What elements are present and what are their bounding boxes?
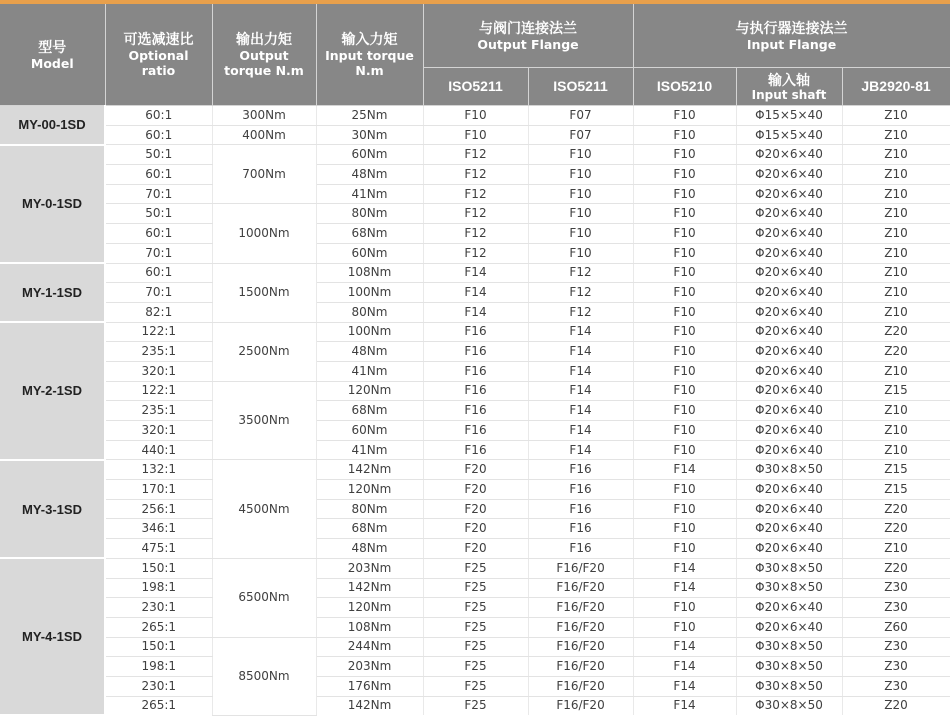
header-input-flange [633,2,950,68]
ratio-cell: 50:1 [105,204,212,224]
input-flange-iso5210-cell: F14 [633,676,736,696]
input-flange-iso5210-cell: F10 [633,342,736,362]
table-row [0,243,950,263]
input-flange-iso5210-cell: F10 [633,184,736,204]
input-shaft-cell: Φ20×6×40 [736,519,842,539]
table-row [0,558,950,578]
jb2920-cell: Z30 [842,657,950,677]
jb2920-cell: Z10 [842,106,950,126]
input-flange-iso5210-cell: F10 [633,401,736,421]
jb2920-cell: Z20 [842,499,950,519]
input-torque-cell: 203Nm [316,657,423,677]
jb2920-cell: Z10 [842,204,950,224]
input-shaft-cell: Φ20×6×40 [736,145,842,165]
input-torque-cell: 120Nm [316,598,423,618]
table-row [0,676,950,696]
input-torque-cell: 142Nm [316,460,423,480]
table-row [0,637,950,657]
output-flange-iso5211-a-cell: F12 [423,204,528,224]
output-flange-iso5211-b-cell: F16/F20 [528,598,633,618]
table-row [0,598,950,618]
input-flange-iso5210-cell: F10 [633,598,736,618]
input-shaft-cell: Φ20×6×40 [736,499,842,519]
jb2920-cell: Z10 [842,421,950,441]
output-torque-cell: 1500Nm [212,263,316,322]
input-torque-cell: 80Nm [316,204,423,224]
output-flange-iso5211-b-cell: F10 [528,204,633,224]
ratio-cell: 60:1 [105,263,212,283]
output-flange-iso5211-a-cell: F25 [423,578,528,598]
input-flange-iso5210-cell: F10 [633,539,736,559]
table-body [0,106,950,716]
output-flange-iso5211-b-cell: F16/F20 [528,696,633,715]
input-flange-iso5210-cell: F10 [633,440,736,460]
header-iso5211-a [423,68,528,106]
ratio-cell: 132:1 [105,460,212,480]
ratio-cell: 475:1 [105,539,212,559]
input-flange-iso5210-cell: F10 [633,224,736,244]
input-torque-cell: 203Nm [316,558,423,578]
input-flange-iso5210-cell: F10 [633,263,736,283]
input-flange-iso5210-cell: F14 [633,637,736,657]
jb2920-cell: Z30 [842,676,950,696]
ratio-cell: 346:1 [105,519,212,539]
input-flange-iso5210-cell: F10 [633,361,736,381]
header-output-flange [423,2,633,68]
model-cell: MY-3-1SD [0,460,105,558]
jb2920-cell: Z10 [842,145,950,165]
input-shaft-cell: Φ20×6×40 [736,283,842,303]
jb2920-cell: Z10 [842,224,950,244]
output-torque-cell: 8500Nm [212,637,316,715]
input-torque-cell: 142Nm [316,696,423,715]
table-row [0,696,950,715]
output-flange-iso5211-a-cell: F12 [423,224,528,244]
input-torque-cell: 60Nm [316,145,423,165]
input-shaft-cell: Φ20×6×40 [736,401,842,421]
output-torque-cell: 400Nm [212,125,316,145]
output-flange-iso5211-b-cell: F10 [528,224,633,244]
jb2920-cell: Z10 [842,440,950,460]
output-flange-iso5211-b-cell: F16/F20 [528,617,633,637]
input-shaft-cell: Φ20×6×40 [736,302,842,322]
output-flange-iso5211-b-cell: F14 [528,421,633,441]
header-model [0,2,105,106]
output-flange-iso5211-a-cell: F25 [423,657,528,677]
table-row [0,401,950,421]
output-flange-iso5211-b-cell: F14 [528,322,633,342]
ratio-cell: 265:1 [105,617,212,637]
input-shaft-cell: Φ15×5×40 [736,106,842,126]
ratio-cell: 70:1 [105,243,212,263]
output-flange-iso5211-a-cell: F12 [423,184,528,204]
output-flange-iso5211-a-cell: F20 [423,460,528,480]
input-flange-iso5210-cell: F10 [633,165,736,185]
ratio-cell: 235:1 [105,342,212,362]
output-flange-iso5211-b-cell: F14 [528,401,633,421]
jb2920-cell: Z10 [842,283,950,303]
header-input-torque [316,2,423,106]
output-flange-iso5211-b-cell: F12 [528,302,633,322]
input-torque-cell: 41Nm [316,440,423,460]
output-flange-iso5211-b-cell: F16 [528,539,633,559]
jb2920-cell: Z30 [842,578,950,598]
output-flange-iso5211-a-cell: F10 [423,106,528,126]
table-row [0,302,950,322]
jb2920-cell: Z30 [842,598,950,618]
output-flange-iso5211-a-cell: F20 [423,499,528,519]
output-flange-iso5211-a-cell: F20 [423,480,528,500]
header-output-torque-cn: 输出力矩 [236,31,292,47]
header-input-torque-en2: N.m [355,63,384,78]
header-iso5211-a-label: ISO5211 [448,78,503,94]
input-torque-cell: 244Nm [316,637,423,657]
jb2920-cell: Z10 [842,165,950,185]
output-flange-iso5211-a-cell: F12 [423,145,528,165]
jb2920-cell: Z10 [842,125,950,145]
table-row [0,361,950,381]
output-flange-iso5211-a-cell: F14 [423,263,528,283]
output-torque-cell: 2500Nm [212,322,316,381]
output-flange-iso5211-a-cell: F16 [423,421,528,441]
ratio-cell: 198:1 [105,657,212,677]
ratio-cell: 256:1 [105,499,212,519]
input-torque-cell: 48Nm [316,342,423,362]
output-flange-iso5211-b-cell: F12 [528,263,633,283]
output-torque-cell: 700Nm [212,145,316,204]
ratio-cell: 60:1 [105,106,212,126]
header-input-shaft-en: Input shaft [751,87,827,102]
input-torque-cell: 60Nm [316,421,423,441]
output-torque-cell: 6500Nm [212,558,316,637]
ratio-cell: 320:1 [105,361,212,381]
output-flange-iso5211-a-cell: F12 [423,165,528,185]
ratio-cell: 170:1 [105,480,212,500]
output-flange-iso5211-a-cell: F25 [423,637,528,657]
table-row [0,263,950,283]
ratio-cell: 198:1 [105,578,212,598]
output-torque-cell: 4500Nm [212,460,316,558]
output-flange-iso5211-b-cell: F10 [528,243,633,263]
input-shaft-cell: Φ20×6×40 [736,184,842,204]
input-torque-cell: 25Nm [316,106,423,126]
input-torque-cell: 48Nm [316,539,423,559]
table-row [0,617,950,637]
input-flange-iso5210-cell: F10 [633,145,736,165]
ratio-cell: 70:1 [105,184,212,204]
input-shaft-cell: Φ20×6×40 [736,204,842,224]
table-row [0,578,950,598]
header-ratio-en1: Optional [128,48,189,63]
input-flange-iso5210-cell: F10 [633,322,736,342]
input-torque-cell: 120Nm [316,381,423,401]
input-shaft-cell: Φ30×8×50 [736,696,842,715]
input-flange-iso5210-cell: F14 [633,578,736,598]
input-flange-iso5210-cell: F10 [633,204,736,224]
header-iso5211-b [528,68,633,106]
header-input-torque-cn: 输入力矩 [341,31,398,47]
ratio-cell: 50:1 [105,145,212,165]
header-ratio-cn: 可选减速比 [123,31,194,47]
input-flange-iso5210-cell: F10 [633,302,736,322]
input-torque-cell: 80Nm [316,302,423,322]
input-torque-cell: 100Nm [316,322,423,342]
ratio-cell: 150:1 [105,637,212,657]
jb2920-cell: Z10 [842,302,950,322]
ratio-cell: 70:1 [105,283,212,303]
output-flange-iso5211-a-cell: F16 [423,381,528,401]
input-shaft-cell: Φ20×6×40 [736,224,842,244]
jb2920-cell: Z20 [842,696,950,715]
header-input-shaft [736,68,842,106]
jb2920-cell: Z20 [842,342,950,362]
input-torque-cell: 68Nm [316,401,423,421]
output-flange-iso5211-a-cell: F16 [423,440,528,460]
table-row [0,440,950,460]
table-row [0,499,950,519]
jb2920-cell: Z20 [842,558,950,578]
input-flange-iso5210-cell: F10 [633,519,736,539]
output-torque-cell: 3500Nm [212,381,316,460]
table-row [0,519,950,539]
ratio-cell: 122:1 [105,322,212,342]
ratio-cell: 60:1 [105,165,212,185]
ratio-cell: 440:1 [105,440,212,460]
header-jb2920-label: JB2920-81 [861,78,931,94]
header-ratio-en2: ratio [141,63,176,78]
input-torque-cell: 60Nm [316,243,423,263]
output-flange-iso5211-a-cell: F20 [423,519,528,539]
output-flange-iso5211-a-cell: F25 [423,598,528,618]
output-flange-iso5211-b-cell: F10 [528,165,633,185]
table-row [0,125,950,145]
input-flange-iso5210-cell: F10 [633,106,736,126]
header-input-torque-en1: Input torque [325,48,414,63]
output-flange-iso5211-a-cell: F16 [423,361,528,381]
ratio-cell: 235:1 [105,401,212,421]
table-row [0,184,950,204]
input-flange-iso5210-cell: F10 [633,617,736,637]
input-flange-iso5210-cell: F10 [633,125,736,145]
ratio-cell: 265:1 [105,696,212,715]
output-flange-iso5211-a-cell: F25 [423,696,528,715]
ratio-cell: 82:1 [105,302,212,322]
input-shaft-cell: Φ20×6×40 [736,440,842,460]
output-flange-iso5211-a-cell: F16 [423,342,528,362]
output-flange-iso5211-b-cell: F16/F20 [528,558,633,578]
table-row [0,421,950,441]
model-cell: MY-00-1SD [0,106,105,145]
header-model-cn: 型号 [38,38,67,55]
header-input-flange-cn: 与执行器连接法兰 [735,19,848,36]
ratio-cell: 320:1 [105,421,212,441]
input-flange-iso5210-cell: F10 [633,499,736,519]
output-flange-iso5211-b-cell: F10 [528,184,633,204]
output-flange-iso5211-b-cell: F07 [528,106,633,126]
input-torque-cell: 41Nm [316,361,423,381]
jb2920-cell: Z10 [842,243,950,263]
ratio-cell: 230:1 [105,676,212,696]
output-torque-cell: 300Nm [212,106,316,126]
header-output-torque [212,2,316,106]
jb2920-cell: Z30 [842,637,950,657]
input-shaft-cell: Φ20×6×40 [736,361,842,381]
jb2920-cell: Z15 [842,381,950,401]
jb2920-cell: Z10 [842,263,950,283]
input-flange-iso5210-cell: F10 [633,421,736,441]
input-shaft-cell: Φ20×6×40 [736,322,842,342]
input-shaft-cell: Φ20×6×40 [736,165,842,185]
output-flange-iso5211-a-cell: F14 [423,283,528,303]
header-output-torque-en1: Output [239,48,289,63]
input-torque-cell: 80Nm [316,499,423,519]
output-flange-iso5211-b-cell: F14 [528,381,633,401]
output-flange-iso5211-a-cell: F20 [423,539,528,559]
output-flange-iso5211-b-cell: F16/F20 [528,578,633,598]
output-flange-iso5211-b-cell: F16/F20 [528,657,633,677]
input-torque-cell: 100Nm [316,283,423,303]
input-torque-cell: 108Nm [316,263,423,283]
output-flange-iso5211-b-cell: F14 [528,361,633,381]
jb2920-cell: Z10 [842,539,950,559]
input-shaft-cell: Φ30×8×50 [736,637,842,657]
input-torque-cell: 176Nm [316,676,423,696]
header-ratio [105,2,212,106]
table-row [0,480,950,500]
input-shaft-cell: Φ30×8×50 [736,657,842,677]
table-row [0,145,950,165]
table-row [0,342,950,362]
output-flange-iso5211-b-cell: F16 [528,499,633,519]
input-torque-cell: 48Nm [316,165,423,185]
input-flange-iso5210-cell: F10 [633,243,736,263]
output-flange-iso5211-a-cell: F16 [423,401,528,421]
header-model-en: Model [30,55,74,71]
table-row [0,165,950,185]
output-flange-iso5211-b-cell: F14 [528,440,633,460]
input-torque-cell: 142Nm [316,578,423,598]
input-shaft-cell: Φ30×8×50 [736,460,842,480]
jb2920-cell: Z15 [842,460,950,480]
input-shaft-cell: Φ20×6×40 [736,598,842,618]
input-shaft-cell: Φ20×6×40 [736,539,842,559]
input-shaft-cell: Φ15×5×40 [736,125,842,145]
input-flange-iso5210-cell: F10 [633,480,736,500]
input-flange-iso5210-cell: F10 [633,381,736,401]
ratio-cell: 122:1 [105,381,212,401]
output-flange-iso5211-a-cell: F14 [423,302,528,322]
header-input-shaft-cn: 输入轴 [768,71,811,88]
input-shaft-cell: Φ30×8×50 [736,558,842,578]
input-flange-iso5210-cell: F14 [633,558,736,578]
input-shaft-cell: Φ20×6×40 [736,342,842,362]
input-shaft-cell: Φ20×6×40 [736,381,842,401]
input-shaft-cell: Φ20×6×40 [736,421,842,441]
output-flange-iso5211-a-cell: F16 [423,322,528,342]
table-row [0,539,950,559]
ratio-cell: 150:1 [105,558,212,578]
jb2920-cell: Z10 [842,401,950,421]
input-torque-cell: 30Nm [316,125,423,145]
table-row [0,322,950,342]
output-flange-iso5211-b-cell: F16 [528,460,633,480]
model-cell: MY-4-1SD [0,558,105,715]
input-torque-cell: 68Nm [316,519,423,539]
input-shaft-cell: Φ20×6×40 [736,243,842,263]
table-row [0,283,950,303]
input-flange-iso5210-cell: F14 [633,657,736,677]
model-cell: MY-0-1SD [0,145,105,263]
header-output-flange-cn: 与阀门连接法兰 [479,19,577,36]
table-row [0,224,950,244]
header-output-torque-en2: torque N.m [224,63,304,78]
output-flange-iso5211-a-cell: F25 [423,676,528,696]
input-flange-iso5210-cell: F14 [633,696,736,715]
input-shaft-cell: Φ30×8×50 [736,578,842,598]
input-shaft-cell: Φ20×6×40 [736,617,842,637]
output-flange-iso5211-b-cell: F16/F20 [528,676,633,696]
input-torque-cell: 120Nm [316,480,423,500]
table-row [0,204,950,224]
table-header [0,2,950,106]
jb2920-cell: Z10 [842,361,950,381]
input-shaft-cell: Φ20×6×40 [736,263,842,283]
table-row [0,106,950,126]
header-input-flange-en: Input Flange [746,36,837,52]
jb2920-cell: Z20 [842,519,950,539]
output-flange-iso5211-b-cell: F16/F20 [528,637,633,657]
output-flange-iso5211-b-cell: F07 [528,125,633,145]
ratio-cell: 230:1 [105,598,212,618]
input-shaft-cell: Φ30×8×50 [736,676,842,696]
table-row [0,460,950,480]
table-row [0,381,950,401]
header-iso5211-b-label: ISO5211 [553,78,608,94]
output-flange-iso5211-b-cell: F16 [528,519,633,539]
header-output-flange-en: Output Flange [477,36,579,52]
model-cell: MY-1-1SD [0,263,105,322]
output-flange-iso5211-a-cell: F10 [423,125,528,145]
header-jb2920 [842,68,950,106]
jb2920-cell: Z10 [842,184,950,204]
ratio-cell: 60:1 [105,125,212,145]
output-flange-iso5211-a-cell: F25 [423,617,528,637]
jb2920-cell: Z20 [842,322,950,342]
input-torque-cell: 108Nm [316,617,423,637]
input-flange-iso5210-cell: F10 [633,283,736,303]
table-row [0,657,950,677]
output-flange-iso5211-a-cell: F12 [423,243,528,263]
header-iso5210-label: ISO5210 [656,78,713,94]
jb2920-cell: Z60 [842,617,950,637]
output-torque-cell: 1000Nm [212,204,316,263]
output-flange-iso5211-b-cell: F10 [528,145,633,165]
output-flange-iso5211-b-cell: F16 [528,480,633,500]
input-torque-cell: 41Nm [316,184,423,204]
ratio-cell: 60:1 [105,224,212,244]
model-cell: MY-2-1SD [0,322,105,460]
output-flange-iso5211-b-cell: F14 [528,342,633,362]
input-shaft-cell: Φ20×6×40 [736,480,842,500]
header-iso5210 [633,68,736,106]
input-torque-cell: 68Nm [316,224,423,244]
output-flange-iso5211-b-cell: F12 [528,283,633,303]
output-flange-iso5211-a-cell: F25 [423,558,528,578]
jb2920-cell: Z15 [842,480,950,500]
input-flange-iso5210-cell: F14 [633,460,736,480]
